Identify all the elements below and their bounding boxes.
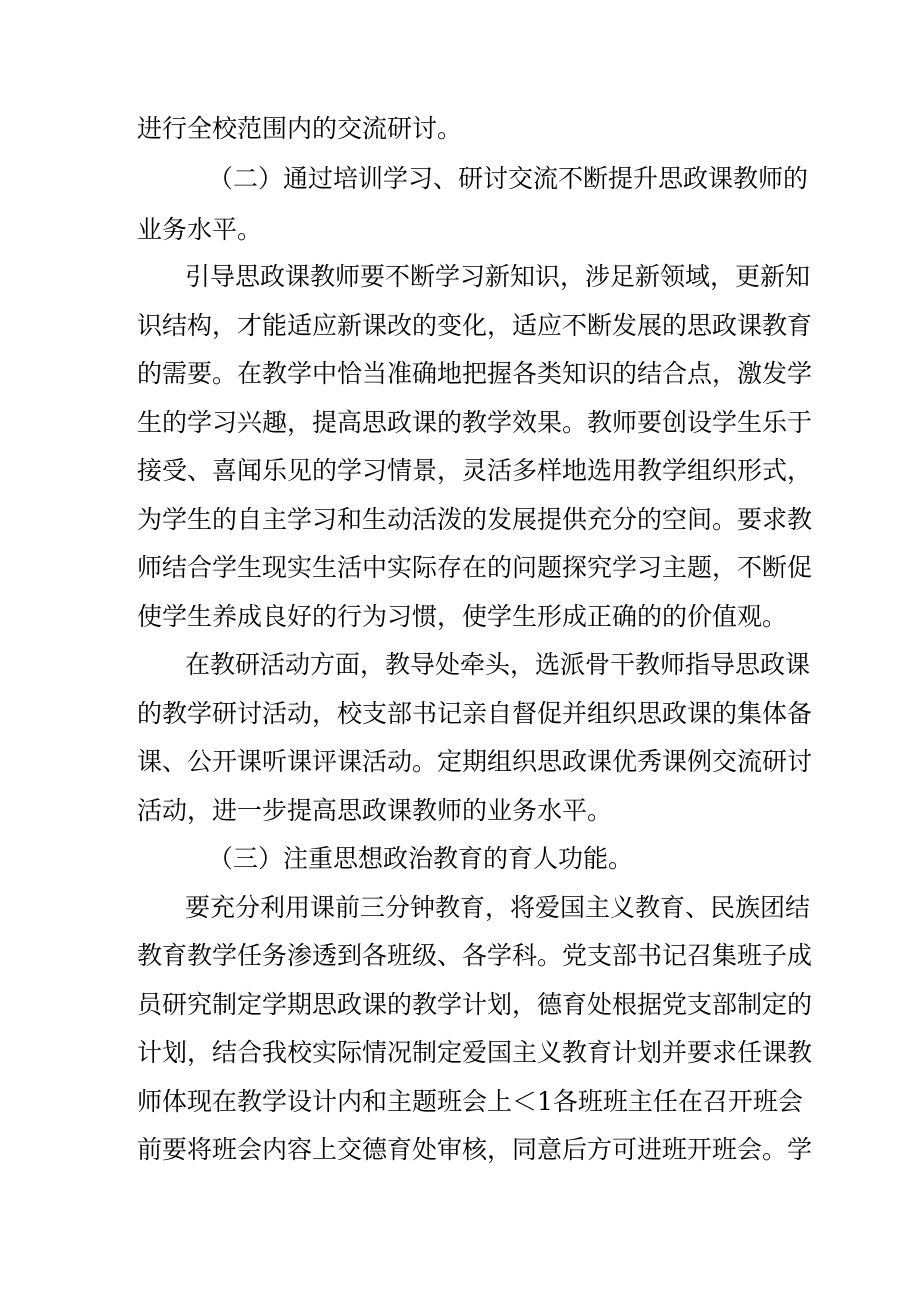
- paragraph-4-line-3: 员研究制定学期思政课的教学计划，德育处根据党支部制定的: [137, 990, 813, 1019]
- paragraph-2-line-7: 师结合学生现实生活中实际存在的问题探究学习主题，不断促: [137, 553, 813, 582]
- paragraph-2-line-6: 为学生的自主学习和生动活泼的发展提供充分的空间。要求教: [137, 505, 813, 534]
- paragraph-4-line-2: 教育教学任务渗透到各班级、各学科。党支部书记召集班子成: [137, 941, 813, 970]
- paragraph-2-line-2: 识结构，才能适应新课改的变化，适应不断发展的思政课教育: [137, 311, 813, 340]
- paragraph-3-line-4: 活动，进一步提高思政课教师的业务水平。: [137, 796, 613, 825]
- paragraph-2-line-8: 使学生养成良好的行为习惯，使学生形成正确的的价值观。: [137, 602, 788, 631]
- paragraph-4-line-4: 计划，结合我校实际情况制定爱国主义教育计划并要求任课教: [137, 1038, 813, 1067]
- section-heading-2-line-1: （二）通过培训学习、研讨交流不断提升思政课教师的: [208, 164, 809, 193]
- paragraph-3-line-2: 的教学研讨活动，校支部书记亲自督促并组织思政课的集体备: [137, 699, 813, 728]
- section-heading-2-line-2: 业务水平。: [137, 215, 263, 244]
- section-heading-3: （三）注重思想政治教育的育人功能。: [208, 844, 634, 873]
- paragraph-3-line-3: 课、公开课听课评课活动。定期组织思政课优秀课例交流研讨: [137, 747, 813, 776]
- paragraph-2-line-3: 的需要。在教学中恰当准确地把握各类知识的结合点，激发学: [137, 359, 813, 388]
- paragraph-4-line-1: 要充分利用课前三分钟教育，将爱国主义教育、民族团结: [185, 893, 811, 922]
- paragraph-2-line-5: 接受、喜闻乐见的学习情景，灵活多样地选用教学组织形式，: [137, 456, 813, 485]
- paragraph-4-line-6: 前要将班会内容上交德育处审核，同意后方可进班开班会。学: [137, 1135, 813, 1164]
- paragraph-line-1: 进行全校范围内的交流研讨。: [137, 114, 463, 143]
- paragraph-3-line-1: 在教研活动方面，教导处牵头，选派骨干教师指导思政课: [185, 650, 811, 679]
- paragraph-2-line-4: 生的学习兴趣，提高思政课的教学效果。教师要创设学生乐于: [137, 408, 813, 437]
- paragraph-4-line-5: 师体现在教学设计内和主题班会上＜1各班班主任在召开班会: [137, 1087, 803, 1116]
- paragraph-2-line-1: 引导思政课教师要不断学习新知识，涉足新领域，更新知: [185, 262, 811, 291]
